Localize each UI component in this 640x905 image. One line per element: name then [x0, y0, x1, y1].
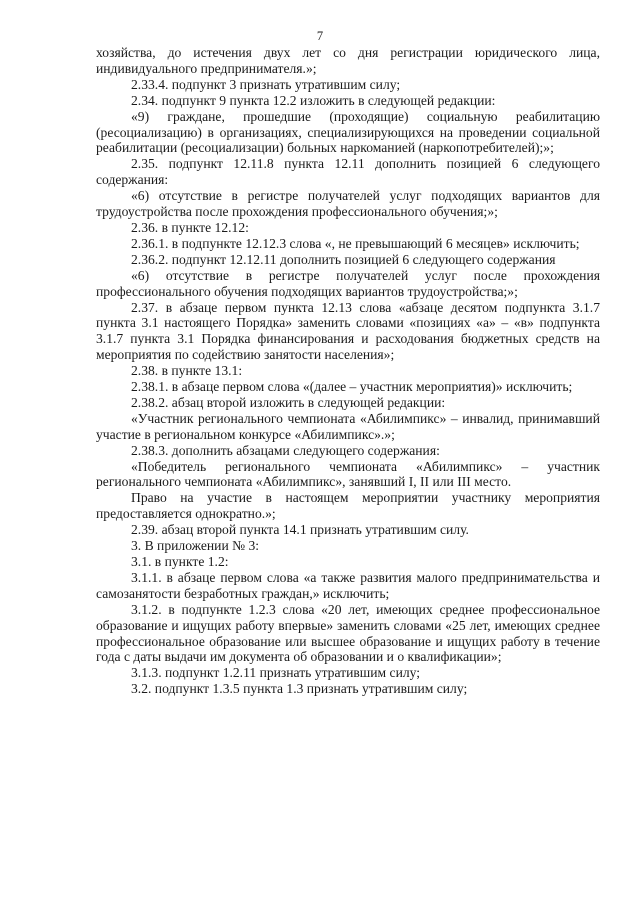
paragraph: 2.38.2. абзац второй изложить в следующей редакции: — [131, 394, 446, 410]
document-body — [96, 45, 600, 697]
paragraph: 2.39. абзац второй пункта 14.1 признать утратившим силу. — [131, 522, 469, 538]
paragraph: «Победитель регионального чемпионата «Абилимпикс» – участник регионального чемпионата «Абилимпикс», занявший I, II или III место. — [96, 458, 600, 490]
paragraph: 2.33.4. подпункт 3 признать утратившим силу; — [131, 76, 401, 92]
paragraph: 3.1.3. подпункт 1.2.11 признать утратившим силу; — [131, 665, 421, 681]
paragraph: 2.38.3. дополнить абзацами следующего содержания: — [131, 442, 440, 458]
paragraph: 2.34. подпункт 9 пункта 12.2 изложить в следующей редакции: — [131, 92, 496, 108]
paragraph: хозяйства, до истечения двух лет со дня регистрации юридического лица, индивидуального предпринимателя.»; — [96, 45, 600, 76]
paragraph: 3. В приложении № 3: — [131, 538, 260, 554]
paragraph: 3.2. подпункт 1.3.5 пункта 1.3 признать утратившим силу; — [131, 681, 468, 697]
paragraph: 3.1. в пункте 1.2: — [131, 554, 229, 569]
paragraph: «Участник регионального чемпионата «Абилимпикс» – инвалид, принимавший участие в региональном конкурсе «Абилимпикс».»; — [96, 410, 600, 442]
page-number: 7 — [316, 29, 324, 43]
paragraph: 2.37. в абзаце первом пункта 12.13 слова «абзаце десятом подпункта 3.1.7 пункта 3.1 настоящего Порядка» заменить словами «позициях «а» – «в» подпункта 3.1.7 пункта 3.1 Порядка финансирования и расходования бюджетных средств на мероприятия по содействию занятости населения»; — [96, 299, 600, 363]
paragraph: 2.36.2. подпункт 12.12.11 дополнить позицией 6 следующего содержания — [131, 251, 556, 267]
paragraph: 2.36. в пункте 12.12: — [131, 219, 249, 235]
paragraph: 2.35. подпункт 12.11.8 пункта 12.11 дополнить позицией 6 следующего содержания: — [96, 156, 600, 188]
paragraph: «9) граждане, прошедшие (проходящие) социальную реабилитацию (ресоциализацию) в организациях, специализирующихся на проведении социальной реабилитации (ресоциализации) больных наркоманией (наркопотребителей);»; — [96, 108, 600, 156]
paragraph: 2.36.1. в подпункте 12.12.3 слова «, не превышающий 6 месяцев» исключить; — [131, 235, 580, 251]
paragraph: «6) отсутствие в регистре получателей услуг подходящих вариантов для трудоустройства после прохождения профессионального обучения;»; — [96, 188, 600, 220]
paragraph: 2.38. в пункте 13.1: — [131, 363, 243, 379]
paragraph: «6) отсутствие в регистре получателей услуг после прохождения профессионального обучения подходящих вариантов трудоустройства;»; — [96, 267, 600, 299]
paragraph: 2.38.1. в абзаце первом слова «(далее – участник мероприятия)» исключить; — [131, 379, 573, 395]
paragraph: Право на участие в настоящем мероприятии участнику мероприятия предоставляется однократно.»; — [96, 490, 600, 522]
paragraph: 3.1.2. в подпункте 1.2.3 слова «20 лет, имеющих среднее профессиональное образование и ищущих работу впервые» заменить словами «25 лет, имеющих среднее профессиональное образование или высшее образование и ищущих работу в течение года с даты выдачи им документа об образовании и о квалификации»; — [96, 601, 600, 665]
paragraph: 3.1.1. в абзаце первом слова «а также развития малого предпринимательства и самозанятости безработных граждан,» исключить; — [96, 569, 600, 601]
